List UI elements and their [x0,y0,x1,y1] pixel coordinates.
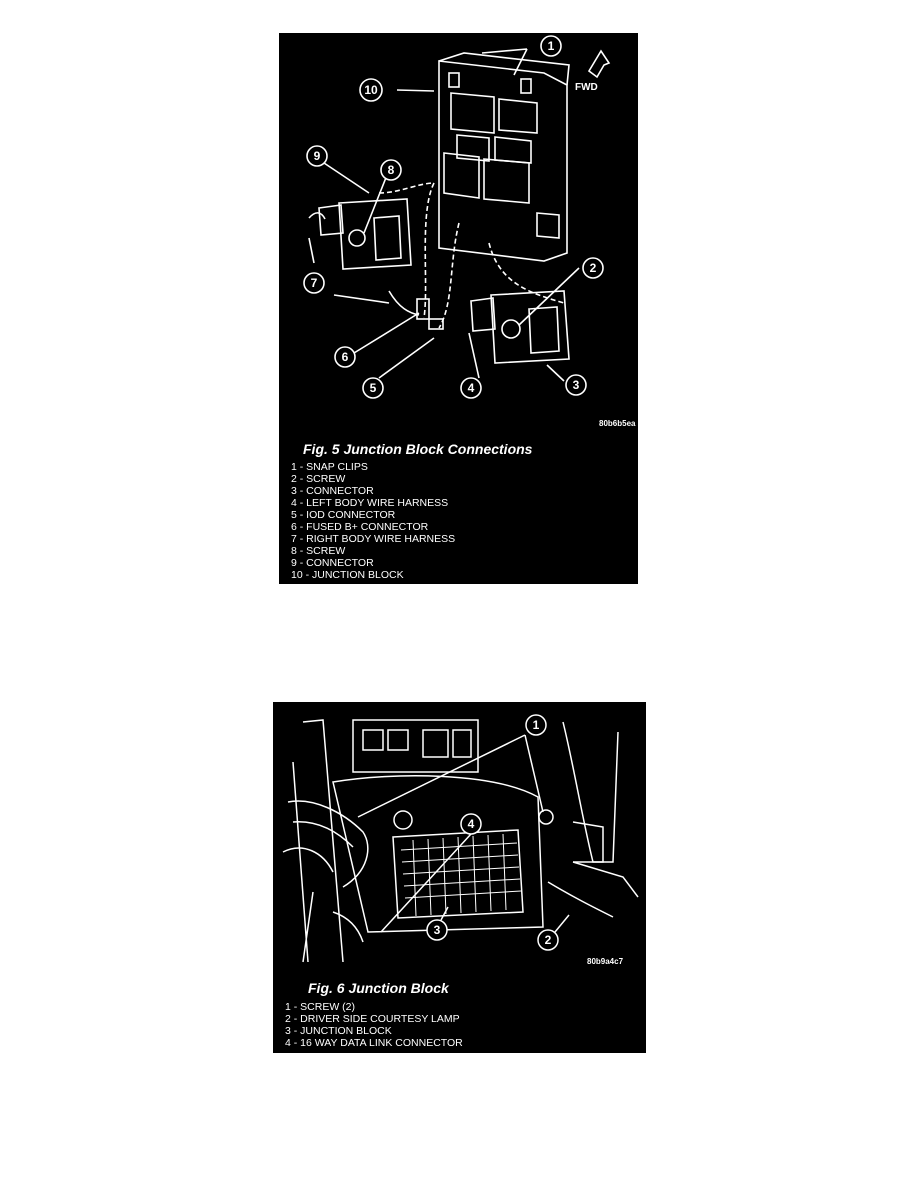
callout-2: 2 [544,933,552,947]
legend-item: 6 - FUSED B+ CONNECTOR [291,521,429,533]
legend-item: 9 - CONNECTOR [291,557,374,569]
legend-item: 4 - 16 WAY DATA LINK CONNECTOR [285,1037,463,1049]
legend-item: 4 - LEFT BODY WIRE HARNESS [291,497,449,509]
callout-6: 6 [341,350,349,364]
legend-item: 1 - SCREW (2) [285,1001,356,1013]
legend-item: 2 - SCREW [291,473,346,485]
forward-direction-label: FWD [575,82,598,93]
callout-5: 5 [369,381,377,395]
figure-code: 80b9a4c7 [587,957,624,966]
legend-item: 5 - IOD CONNECTOR [291,509,396,521]
junction-block-location-illustration [273,702,646,977]
legend-item: 3 - CONNECTOR [291,485,374,497]
legend-item: 3 - JUNCTION BLOCK [285,1025,392,1037]
callout-1: 1 [532,718,540,732]
callout-2: 2 [589,261,597,275]
callout-4: 4 [467,817,475,831]
legend-item: 7 - RIGHT BODY WIRE HARNESS [291,533,456,545]
callout-3: 3 [572,378,580,392]
figure-junction-block-connections [279,33,638,584]
callout-7: 7 [310,276,318,290]
legend-item: 1 - SNAP CLIPS [291,461,368,473]
callout-10: 10 [364,83,378,97]
figure-caption: Fig. 6 Junction Block [308,980,449,996]
figure-legend [285,1001,463,1049]
figure-junction-block [273,702,646,1053]
callout-8: 8 [387,163,395,177]
figure-caption: Fig. 5 Junction Block Connections [303,441,533,457]
callout-4: 4 [467,381,475,395]
callout-1: 1 [547,39,555,53]
figure-legend [291,461,455,581]
callout-3: 3 [433,923,441,937]
legend-item: 2 - DRIVER SIDE COURTESY LAMP [285,1013,460,1025]
callout-9: 9 [313,149,321,163]
legend-item: 8 - SCREW [291,545,346,557]
figure-code: 80b6b5ea [599,419,636,428]
junction-block-connections-illustration [279,33,638,433]
legend-item: 10 - JUNCTION BLOCK [291,569,404,581]
